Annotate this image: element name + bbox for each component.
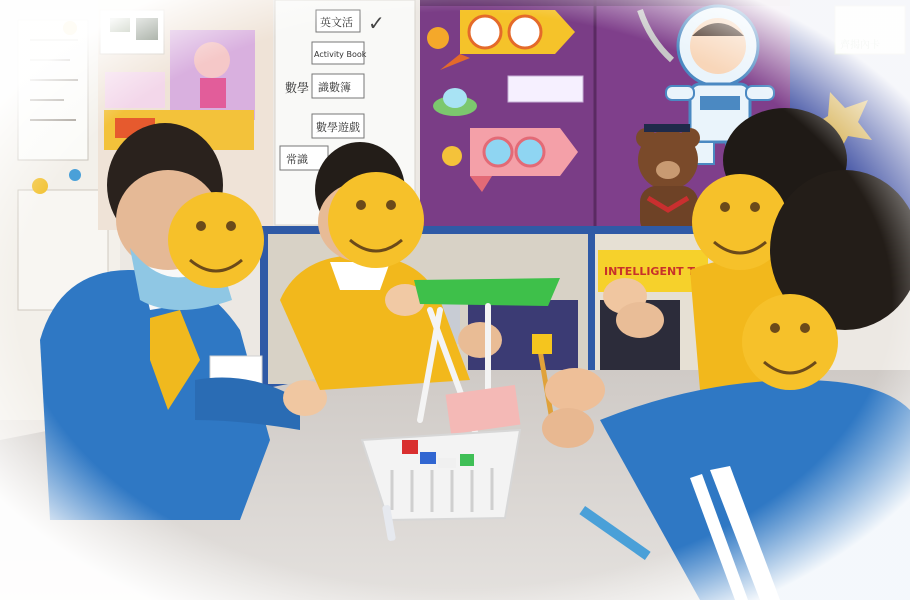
classroom-photo	[0, 0, 910, 600]
photo-vignette	[0, 0, 910, 600]
